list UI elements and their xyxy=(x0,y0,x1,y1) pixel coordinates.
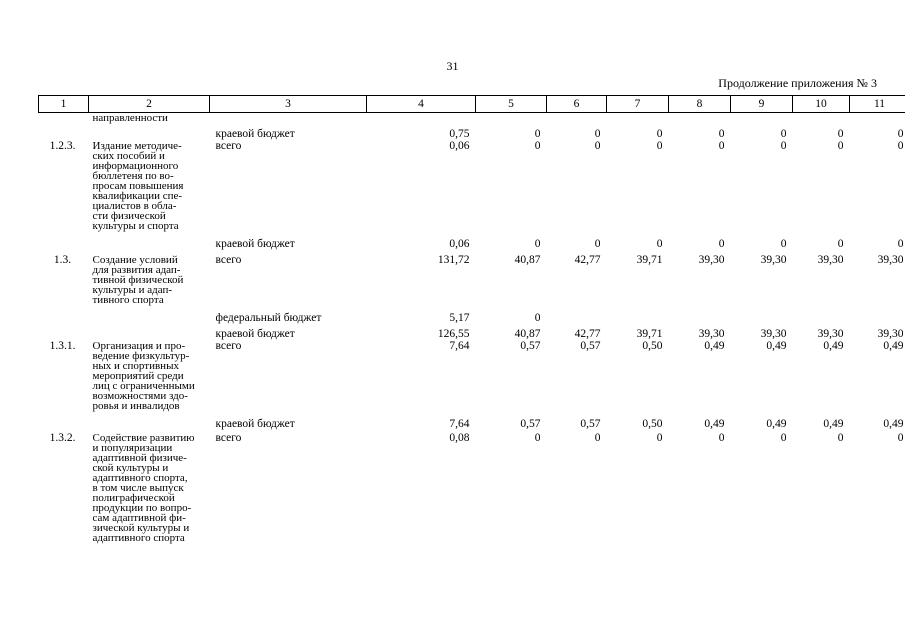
value-cell-col-8: 0,49 xyxy=(704,418,725,430)
value-cell-col-7: 39,71 xyxy=(636,328,663,340)
value-cell-col-9: 39,30 xyxy=(760,328,787,340)
column-header-7: 7 xyxy=(607,96,669,113)
table-row xyxy=(39,339,905,411)
value-cell-col-11: 0 xyxy=(897,238,904,250)
column-header-1: 1 xyxy=(39,96,89,113)
value-cell-col-11: 0 xyxy=(897,140,904,152)
value-cell-col-10: 39,30 xyxy=(817,254,844,266)
table-row xyxy=(39,323,905,339)
budget-table xyxy=(38,95,905,543)
value-cell-col-5: 40,87 xyxy=(514,328,541,340)
table-row xyxy=(39,231,905,249)
value-cell-col-7 xyxy=(607,305,669,323)
value-cell-col-4: 5,17 xyxy=(449,312,470,324)
table-cell-code xyxy=(39,113,89,124)
value-cell-col-4: 7,64 xyxy=(449,418,470,430)
value-cell-col-8 xyxy=(669,305,731,323)
table-row xyxy=(39,139,905,231)
value-cell-col-4: 126,55 xyxy=(437,328,470,340)
value-cell-col-5: 0 xyxy=(534,238,541,250)
row-name xyxy=(89,323,210,339)
value-cell-col-6 xyxy=(547,305,607,323)
value-cell-col-10: 39,30 xyxy=(817,328,844,340)
value-cell-col-11: 39,30 xyxy=(877,328,904,340)
value-cell-col-9: 0 xyxy=(780,140,787,152)
value-cell-col-6: 0 xyxy=(594,238,601,250)
column-header-4: 4 xyxy=(367,96,476,113)
value-cell-col-6: 42,77 xyxy=(574,328,601,340)
row-code xyxy=(39,305,89,323)
column-header-5: 5 xyxy=(476,96,547,113)
carry-over-text: направленности xyxy=(92,112,168,124)
table-row xyxy=(39,411,905,429)
appendix-continuation-label: Продолжение приложения № 3 xyxy=(718,76,877,90)
page-number: 31 xyxy=(446,59,459,73)
value-cell-col-10: 0 xyxy=(837,140,844,152)
table-header-row xyxy=(39,96,905,113)
value-cell-col-7: 0,50 xyxy=(642,418,663,430)
value-cell-col-8: 39,30 xyxy=(698,328,725,340)
value-cell-col-6: 0,57 xyxy=(580,418,601,430)
value-cell-col-9: 0,49 xyxy=(766,340,787,352)
value-cell-col-4: 131,72 xyxy=(437,254,470,266)
value-cell-col-5: 0 xyxy=(534,312,541,324)
value-cell-col-9: 0,49 xyxy=(766,418,787,430)
row-name xyxy=(89,305,210,323)
value-cell-col-8: 39,30 xyxy=(698,254,725,266)
row-name xyxy=(89,411,210,429)
row-code: 1.2.3. xyxy=(49,140,76,152)
value-cell-col-10: 0 xyxy=(837,432,844,444)
value-cell-col-10: 0,49 xyxy=(823,418,844,430)
column-header-9: 9 xyxy=(731,96,793,113)
value-cell-col-8: 0 xyxy=(718,128,725,140)
value-cell-col-9: 0 xyxy=(780,238,787,250)
value-cell-col-7: 0 xyxy=(656,432,663,444)
value-cell-col-6: 0,57 xyxy=(580,340,601,352)
value-cell-col-5: 40,87 xyxy=(514,254,541,266)
value-cell-col-4: 0,75 xyxy=(449,128,470,140)
row-name: Содействие развитию и популяризации адаптивной физиче- ской культуры и адаптивного спорта, в том числе выпуск полиграфической продукции по вопро- сам адаптивной фи- зической культуры и адаптивного спорта xyxy=(92,432,195,544)
row-name: Организация и про- ведение физкультур- ных и спортивных мероприятий среди лиц с ограниченными возможностями здо- ровья и инвалидов xyxy=(92,340,195,412)
row-name xyxy=(89,123,210,139)
value-cell-col-5: 0 xyxy=(534,128,541,140)
value-cell-col-4: 7,64 xyxy=(449,340,470,352)
value-cell-col-8: 0 xyxy=(718,432,725,444)
row-funding-source: краевой бюджет xyxy=(215,328,295,340)
value-cell-col-10: 0,49 xyxy=(823,340,844,352)
column-header-11: 11 xyxy=(850,96,905,113)
value-cell-col-11: 0,49 xyxy=(883,418,904,430)
value-cell-col-8: 0 xyxy=(718,140,725,152)
value-cell-col-4: 0,06 xyxy=(449,238,470,250)
value-cell-col-6: 0 xyxy=(594,432,601,444)
row-code xyxy=(39,123,89,139)
row-funding-source: всего xyxy=(215,432,242,444)
value-cell-col-6: 0 xyxy=(594,140,601,152)
value-cell-col-7: 0,50 xyxy=(642,340,663,352)
value-cell-col-11: 0,49 xyxy=(883,340,904,352)
row-funding-source: краевой бюджет xyxy=(215,128,295,140)
value-cell-col-9 xyxy=(731,305,793,323)
value-cell-col-10 xyxy=(793,305,850,323)
column-header-10: 10 xyxy=(793,96,850,113)
row-funding-source: краевой бюджет xyxy=(215,238,295,250)
table-row xyxy=(39,305,905,323)
value-cell-col-11: 0 xyxy=(897,432,904,444)
row-code xyxy=(39,323,89,339)
row-funding-source: всего xyxy=(215,254,242,266)
column-header-6: 6 xyxy=(547,96,607,113)
row-code: 1.3.1. xyxy=(49,340,76,352)
value-cell-col-5: 0,57 xyxy=(520,340,541,352)
column-header-2: 2 xyxy=(89,96,210,113)
value-cell-col-5: 0 xyxy=(534,140,541,152)
row-code xyxy=(39,411,89,429)
value-cell-col-8: 0,49 xyxy=(704,340,725,352)
table-body xyxy=(39,113,905,544)
row-code: 1.3. xyxy=(53,254,72,266)
value-cell-col-11: 0 xyxy=(897,128,904,140)
value-cell-col-5: 0 xyxy=(534,432,541,444)
value-cell-col-10: 0 xyxy=(837,238,844,250)
row-code: 1.3.2. xyxy=(49,432,76,444)
value-cell-col-5: 0,57 xyxy=(520,418,541,430)
value-cell-col-7: 39,71 xyxy=(636,254,663,266)
value-cell-col-11: 39,30 xyxy=(877,254,904,266)
row-name xyxy=(89,231,210,249)
value-cell-col-9: 39,30 xyxy=(760,254,787,266)
value-cell-col-7: 0 xyxy=(656,238,663,250)
value-cell-col-9: 0 xyxy=(780,128,787,140)
value-cell-col-7: 0 xyxy=(656,128,663,140)
table-row xyxy=(39,123,905,139)
value-cell-col-6: 0 xyxy=(594,128,601,140)
row-name: Издание методиче- ских пособий и информационного бюллетеня по во- просам повышения квалификации спе- циалистов в обла- сти физической культуры и спорта xyxy=(92,140,184,232)
column-header-3: 3 xyxy=(210,96,367,113)
value-cell-col-8: 0 xyxy=(718,238,725,250)
table-row xyxy=(39,429,905,543)
value-cell-col-4: 0,08 xyxy=(449,432,470,444)
row-funding-source: всего xyxy=(215,140,242,152)
row-funding-source: краевой бюджет xyxy=(215,418,295,430)
value-cell-col-11 xyxy=(850,305,905,323)
value-cell-col-4: 0,06 xyxy=(449,140,470,152)
value-cell-col-9: 0 xyxy=(780,432,787,444)
value-cell-col-10: 0 xyxy=(837,128,844,140)
carry-over-row xyxy=(39,113,905,124)
value-cell-col-6: 42,77 xyxy=(574,254,601,266)
row-name: Создание условий для развития адап- тивной физической культуры и адап- тивного спорта xyxy=(92,254,184,306)
value-cell-col-7: 0 xyxy=(656,140,663,152)
row-funding-source: федеральный бюджет xyxy=(215,312,322,324)
table-row xyxy=(39,249,905,305)
row-funding-source: всего xyxy=(215,340,242,352)
row-code xyxy=(39,231,89,249)
column-header-8: 8 xyxy=(669,96,731,113)
